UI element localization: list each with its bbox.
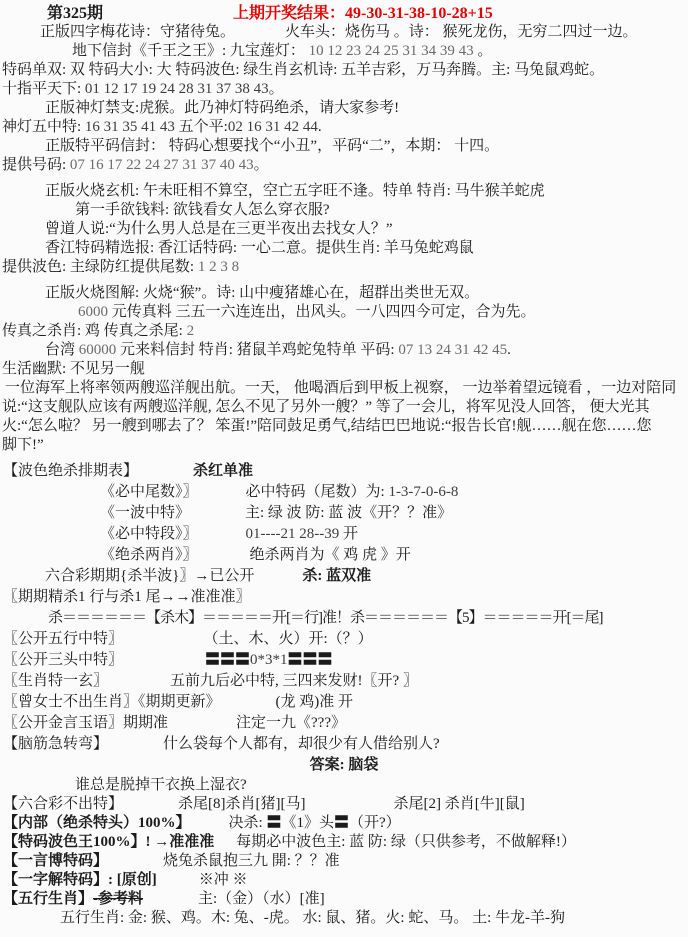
reference-material-strikethrough: -参考料 — [93, 891, 144, 907]
fax-6000 — [0, 303, 688, 322]
ms-zeng-not-out-text: (龙 鸡)准 开 — [275, 694, 354, 710]
half-wave-kill-text: 六合彩期期{杀半波}〗→已公开 — [45, 568, 255, 584]
special-flat-envelope — [0, 137, 688, 156]
internal-kill-head-text: （开?） — [348, 815, 401, 831]
ten-fingers-numbers — [0, 80, 688, 99]
fax-6000-text: 元传真料 三五一六连连出，出风头。一八四四今可定，合为先。 — [111, 304, 536, 320]
no-special-out-text: 【六合彩不出特】 — [3, 796, 124, 812]
magic-lamp-ban — [0, 99, 688, 118]
provided-numbers-text: 提供号码: — [2, 157, 70, 173]
precise-kill-row-tail-text: 〖期期精杀1 行与杀1 尾→→准准准〗 — [3, 589, 251, 605]
joke-line-3-text: 火:“怎么啦？ 另一艘到哪去了？ 笨蛋!”陪同鼓足勇气,结结巴巴地说:“报告长官!舰……舰在您……您 — [2, 418, 652, 434]
magic-lamp-five-text: 02 16 31 42 44 — [227, 119, 318, 135]
must-hit-tails-text: 1-3-7-0-6-8 — [388, 484, 459, 500]
must-hit-tails — [0, 482, 688, 503]
joke-line-2-text: 说:“这支舰队应该有两艘巡洋舰, 怎么不见了另外一艘？” 等了一会儿，将军见没人回答， 便大光其 — [2, 399, 650, 415]
issue-number: 第325期 — [47, 5, 104, 22]
five-element-zodiac-header-text: 主:（金）（水）[准] — [198, 891, 325, 907]
internal-kill-head-text: 决杀: — [228, 815, 267, 831]
block-bar-left: 〓〓〓 — [205, 652, 251, 668]
fax-kill-text: 2 — [186, 323, 195, 339]
wave-kill-schedule-header — [0, 461, 688, 482]
last-draw-label: 上期开奖结果： — [233, 5, 346, 22]
one-wave-special — [0, 503, 688, 524]
precise-kill-row-tail — [0, 587, 688, 608]
brain-teaser-2-text: 谁总是脱掉干衣换上湿衣? — [75, 777, 247, 793]
last-draw-numbers: 49-30-31-38-10-28+15 — [345, 5, 493, 22]
zeng-dao-ren-says — [0, 220, 688, 239]
brain-teaser-text: 什么袋每个人都有，却很少有人借给别人? — [163, 736, 440, 752]
ten-fingers-numbers-text: 01 12 17 19 24 28 31 37 38 43 — [84, 81, 269, 97]
no-special-out — [0, 795, 688, 814]
provided-numbers-text: 。 — [253, 157, 269, 173]
internal-kill-head-text: 《1》头 — [281, 815, 334, 831]
kill-blue-double: 杀: 蓝双准 — [302, 568, 372, 584]
one-char-solve-text: 【一字解特码】: [原创] — [3, 872, 157, 888]
one-char-solve — [0, 871, 688, 890]
provided-numbers-text: 07 16 17 22 24 27 31 37 40 43 — [69, 157, 254, 173]
first-money-tip-text: 第一手欲钱料: 欲钱看女人怎么穿衣服? — [75, 202, 330, 218]
block-bar-right: 〓 — [333, 815, 349, 831]
life-humor-title-text: 生活幽默: 不见另一舰 — [2, 361, 145, 377]
taiwan-envelope — [0, 341, 688, 360]
fire-burn-diagram-text: 正版火烧图解: 火烧“猴”。诗: 山中瘦猪雄心在，超群出类世无双。 — [45, 285, 480, 301]
magic-lamp-ban-text: 正版神灯禁支:虎猴。此乃神灯特码绝杀，请大家参考! — [45, 100, 400, 116]
plum-blossom-poem — [0, 23, 688, 42]
half-wave-kill — [0, 566, 688, 587]
wave-color-king-text: 【特码波色王100%】! →准准准 — [3, 834, 215, 850]
kill-two-zodiac — [0, 545, 688, 566]
internal-kill-head — [0, 814, 688, 833]
underground-envelope-text: 。 — [477, 43, 493, 59]
must-hit-section-text: 《必中特段》〗 — [100, 526, 198, 542]
open-three-heads — [0, 650, 688, 671]
wave-color-tails-text: 1 2 3 8 — [197, 259, 240, 275]
block-bar-right: 〓〓〓 — [287, 652, 333, 668]
kill-two-zodiac-text: 绝杀两肖为《 鸡 虎 》开 — [249, 547, 411, 563]
fire-burn-mystery-text: 正版火烧玄机: 午未旺相不算空，空亡五字旺不逢。特单 特肖: 马牛猴羊蛇虎 — [45, 183, 545, 199]
brain-teaser — [0, 734, 688, 755]
plum-blossom-poem-text: 正版四字梅花诗：守猪待兔。 — [40, 24, 236, 40]
golden-words-text: 〖公开金言玉语〗期期准 — [3, 715, 169, 731]
zodiac-special-mystery — [0, 671, 688, 692]
fax-6000-text: 6000 — [78, 304, 112, 320]
wave-kill-schedule-header-text: 【波色绝杀排期表】 — [3, 463, 139, 479]
wave-color-tails-text: 提供波色: 主绿防红提供尾数: — [2, 259, 198, 275]
taiwan-envelope-text: 60000 — [78, 342, 121, 358]
magic-lamp-five-text: 16 31 35 41 43 — [84, 119, 175, 135]
taiwan-envelope-text: 台湾 — [45, 342, 79, 358]
must-hit-tails-text: 必中特码（尾数）为: — [245, 484, 389, 500]
fax-kill — [0, 322, 688, 341]
golden-words-text: 注定一九《???》 — [236, 715, 346, 731]
fire-burn-diagram — [0, 284, 688, 303]
life-humor-title — [0, 360, 688, 379]
one-wave-special-text: 《一波中特》 — [100, 505, 191, 521]
must-hit-section-text: 01----21 28--39 — [245, 526, 343, 542]
joke-line-2 — [0, 398, 688, 417]
ms-zeng-not-out-text: 〖曾女士不出生肖〗《期期更新》 — [3, 694, 221, 710]
one-word-bet-text: 【一言博特码】 — [3, 853, 109, 869]
must-hit-tails-text: 《必中尾数》〗 — [100, 484, 198, 500]
underground-envelope-text: 10 12 23 24 25 31 34 39 43 — [304, 43, 478, 59]
five-element-zodiac-header — [0, 890, 688, 909]
five-element-zodiac-header-text: 【五行生肖】 — [3, 891, 94, 907]
plum-blossom-poem-text: 火车头：烧伤马 。诗： 猴死龙伤，无穷二四过一边。 — [285, 24, 638, 40]
xiangjiang-report-text: 香江特码精选报: 香江话特码: 一心二意。提供生肖: 羊马兔蛇鸡鼠 — [45, 240, 474, 256]
ms-zeng-not-out — [0, 692, 688, 713]
wave-color-king — [0, 833, 688, 852]
must-hit-section-text: 开 — [343, 526, 359, 542]
zeng-dao-ren-says-text: 曾道人说:“为什么男人总是在三更半夜出去找女人？” — [45, 221, 393, 237]
internal-kill-head-text: 【内部（绝杀特头）100%】 — [3, 815, 191, 831]
wave-color-tails — [0, 258, 688, 277]
kill-red-single: 杀红单准 — [193, 463, 254, 479]
brain-teaser-text: 【脑筋急转弯】 — [3, 736, 109, 752]
taiwan-envelope-text: 元来料信封 特肖: 猪鼠羊鸡蛇兔特单 平码: — [120, 342, 399, 358]
kill-wood-line-text: 杀＝＝＝＝＝＝【杀木】＝＝＝＝＝开[＝行]准！杀＝＝＝＝＝＝【5】＝＝＝＝＝开[＝尾] — [48, 610, 603, 626]
open-five-elements — [0, 629, 688, 650]
joke-line-4-text: 脚下!” — [2, 437, 44, 453]
kill-two-zodiac-text: 《绝杀两肖》〗 — [100, 547, 198, 563]
taiwan-envelope-text: . — [507, 342, 511, 358]
open-five-elements-text: （土、木、火）开:（？） — [211, 631, 373, 647]
brain-teaser-answer-text: 答案: 脑袋 — [309, 757, 379, 773]
golden-words — [0, 713, 688, 734]
fire-burn-mystery — [0, 182, 688, 201]
five-element-zodiac-detail — [0, 909, 688, 928]
one-word-bet-text: 烧兔杀鼠抱三九 開: ？？准 — [163, 853, 340, 869]
magic-lamp-five-text: 神灯五中特: — [2, 119, 85, 135]
one-wave-special-text: 主: 绿 波 防: 蓝 波《开？？准》 — [245, 505, 453, 521]
brain-teaser-answer — [0, 755, 688, 776]
special-flat-envelope-text: 正版特平码信封： 特码心想要找个“小丑”，平码“二”，本期： 十四。 — [45, 138, 500, 154]
underground-envelope — [0, 42, 688, 61]
zodiac-special-mystery-text: 〖生肖特一玄〗 — [3, 673, 109, 689]
one-word-bet — [0, 852, 688, 871]
underground-envelope-text: 地下信封《千王之王》: 九宝莲灯： — [72, 43, 305, 59]
magic-lamp-five-text: 五个平: — [174, 119, 228, 135]
three-heads-value: 0*3*1 — [250, 652, 288, 668]
brain-teaser-2 — [0, 776, 688, 795]
magic-lamp-five-text: . — [317, 119, 322, 135]
first-money-tip — [0, 201, 688, 220]
issue-header — [0, 4, 688, 23]
xiangjiang-report — [0, 239, 688, 258]
wave-color-king-text: 每期必中波色主: 蓝 防: 绿（只供参考，不做解释!） — [236, 834, 576, 850]
joke-line-4 — [0, 436, 688, 455]
taiwan-envelope-text: 07 13 24 31 42 45 — [398, 342, 508, 358]
special-code-attributes-text: 特码单双: 双 特码大小: 大 特码波色: 绿生肖玄机诗: 五羊吉彩，万马奔腾。主: 马兔鼠鸡蛇。 — [2, 62, 605, 78]
joke-line-1-text: 一位海军上将率领两艘巡洋舰出航。一天， 他喝酒后到甲板上视察， 一边举着望远镜看 ，一边对陪同 — [5, 380, 677, 396]
ten-fingers-numbers-text: 。 — [268, 81, 284, 97]
must-hit-section — [0, 524, 688, 545]
no-special-out-text: 杀尾[8]杀肖[猪][马] — [178, 796, 306, 812]
special-code-attributes — [0, 61, 688, 80]
block-bar-left: 〓 — [266, 815, 282, 831]
fax-kill-text: 传真之杀肖: 鸡 传真之杀尾: — [2, 323, 187, 339]
ten-fingers-numbers-text: 十指平天下: — [2, 81, 85, 97]
five-element-zodiac-detail-text: 五行生肖: 金: 猴、鸡。木: 兔、-虎。 水: 鼠、猪。火: 蛇、马。 土: 牛龙-羊-狗 — [60, 910, 565, 926]
joke-line-1 — [0, 379, 688, 398]
one-char-solve-text: ※冲 ※ — [198, 872, 248, 888]
open-three-heads-text: 〖公开三头中特〗 — [3, 652, 124, 668]
joke-line-3 — [0, 417, 688, 436]
magic-lamp-five — [0, 118, 688, 137]
zodiac-special-mystery-text: 五前九后必中特, 三四来发财!〖开? 〗 — [170, 673, 418, 689]
no-special-out-text: 杀尾[2] 杀肖[牛][鼠] — [393, 796, 525, 812]
open-five-elements-text: 〖公开五行中特〗 — [3, 631, 124, 647]
kill-wood-line — [0, 608, 688, 629]
provided-numbers — [0, 156, 688, 175]
